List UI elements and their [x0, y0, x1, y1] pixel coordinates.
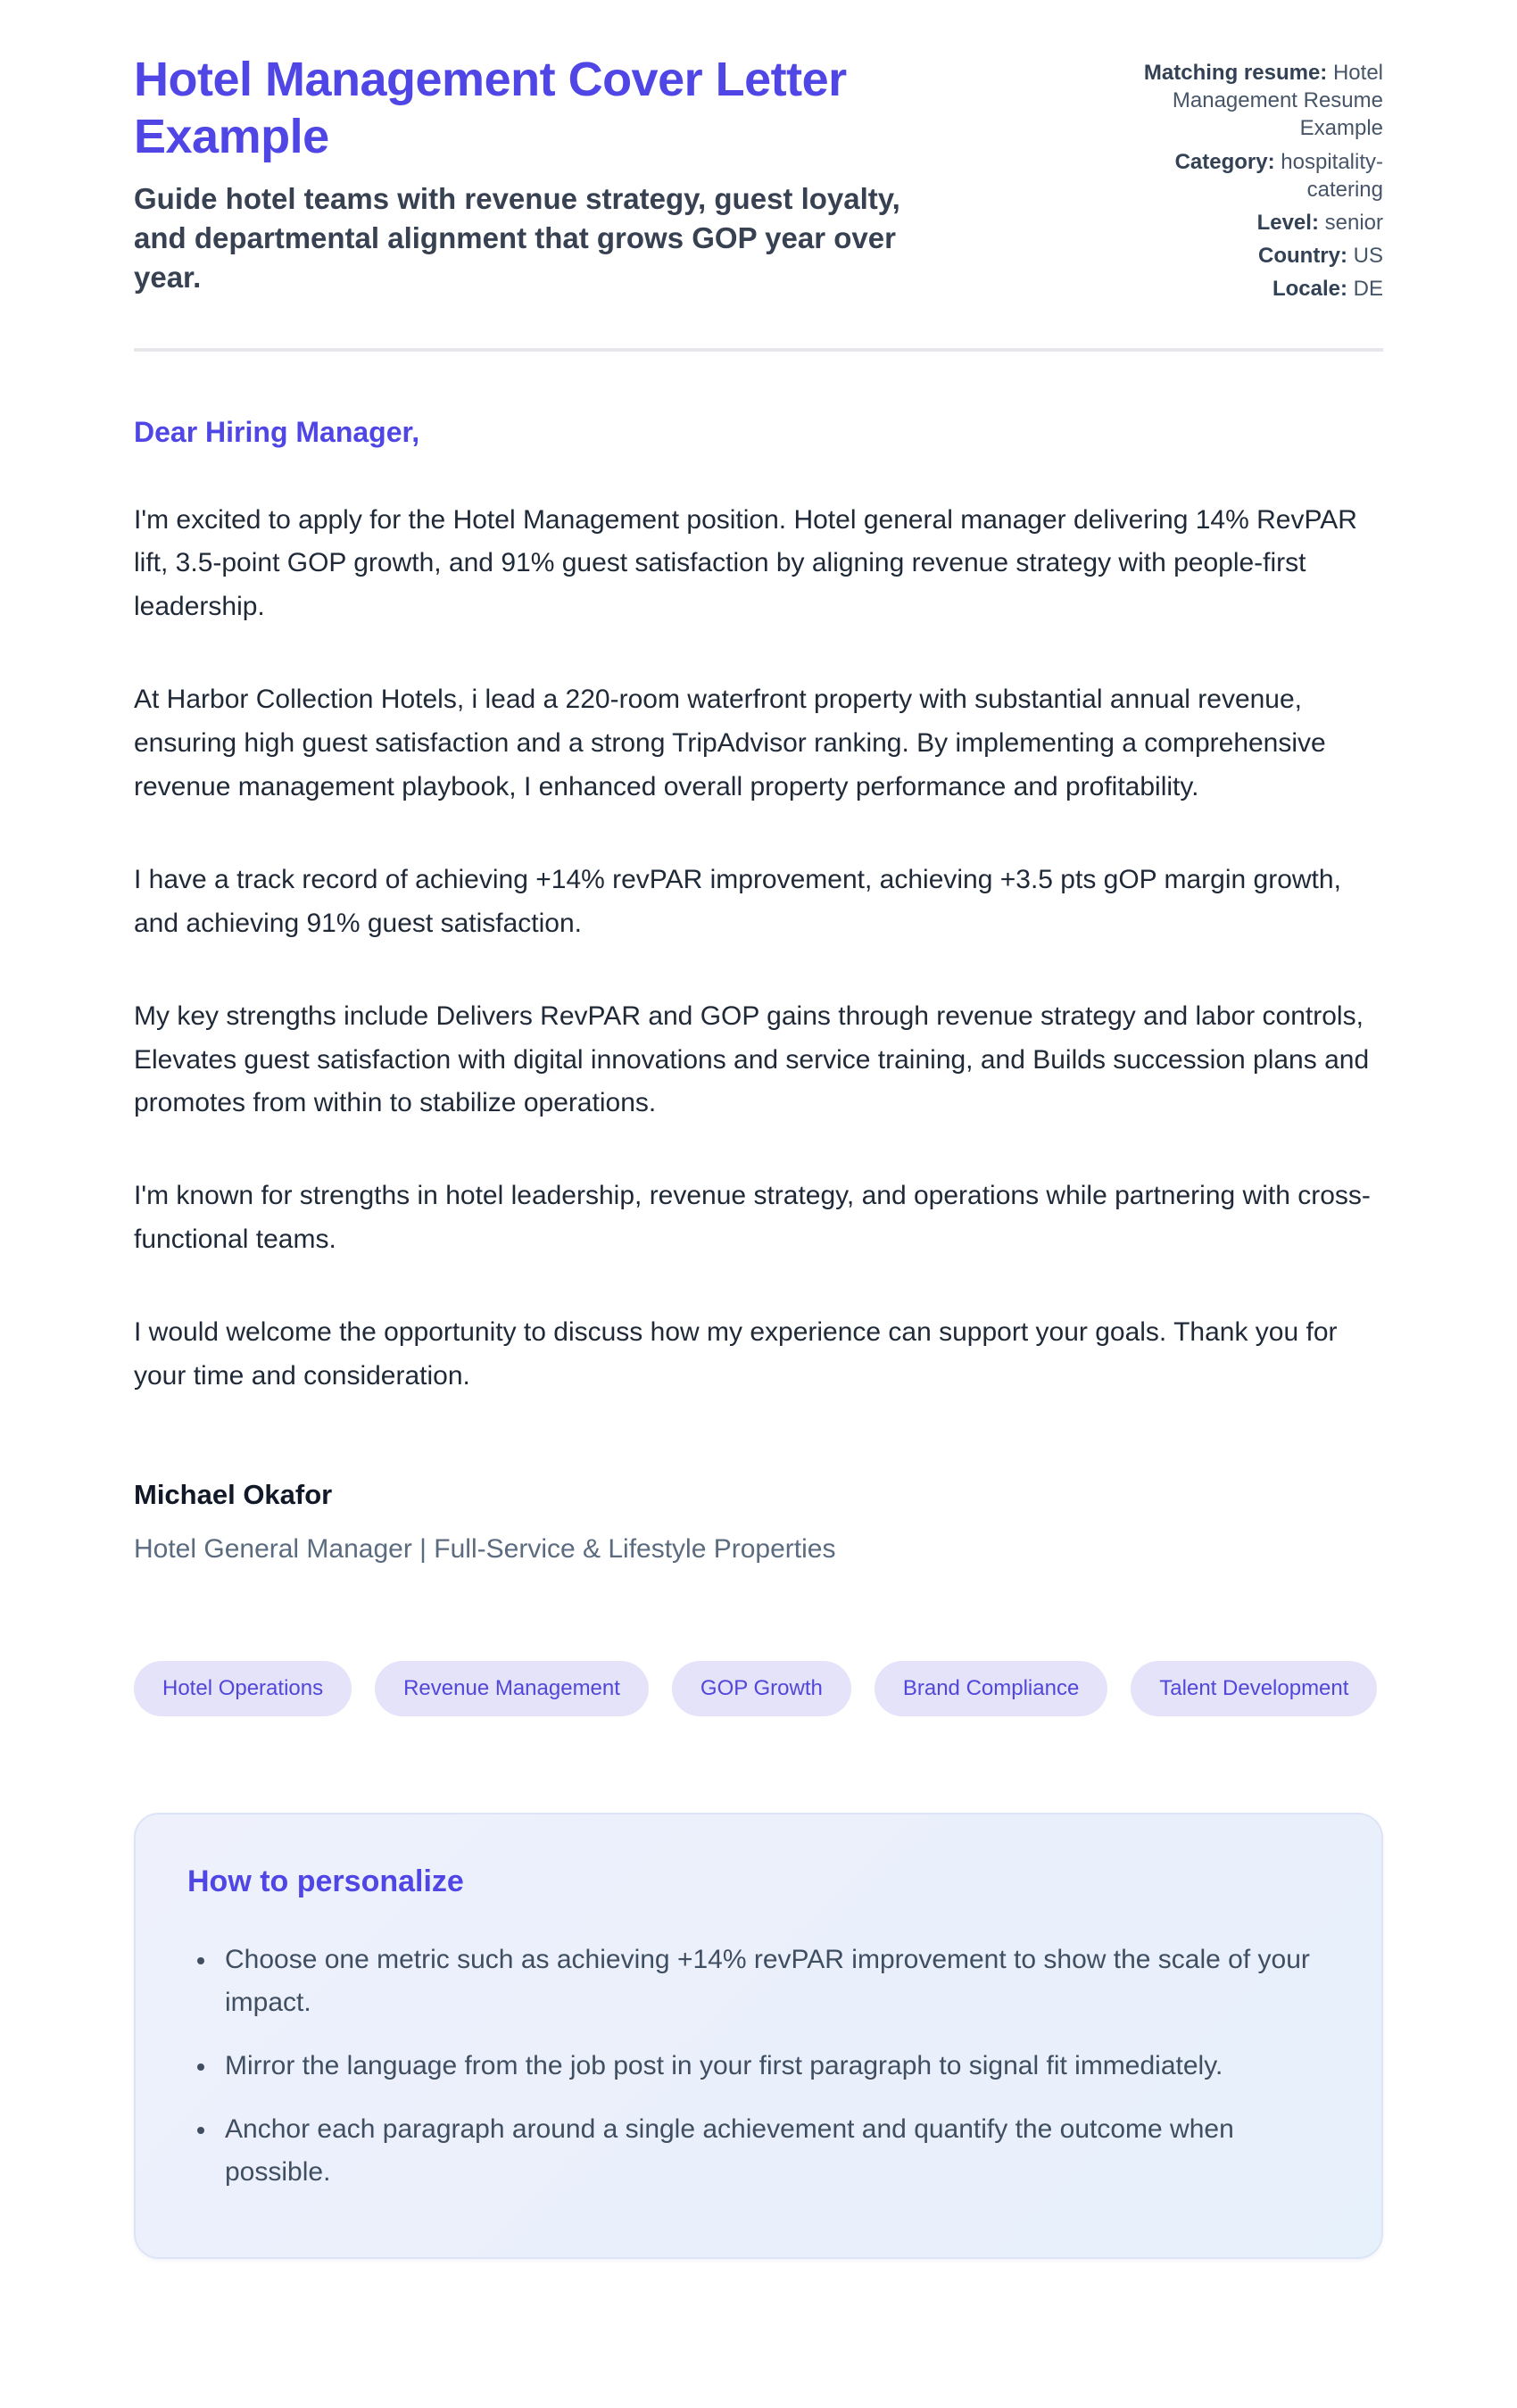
letter-paragraph: I have a track record of achieving +14% revPAR improvement, achieving +3.5 pts gOP margin growth, and achieving 91% guest satisfaction. [134, 864, 1341, 938]
page-subtitle: Guide hotel teams with revenue strategy, guest loyalty, and departmental alignment that grows GOP year over year. [134, 182, 900, 294]
signature-role: Hotel General Manager | Full-Service & Lifestyle Properties [134, 1533, 836, 1564]
meta-item-level [1111, 209, 1383, 237]
signature-name: Michael Okafor [134, 1478, 333, 1510]
personalize-tip-list [175, 1939, 1331, 2195]
letter-paragraph: I'm excited to apply for the Hotel Management position. Hotel general manager delivering 14% RevPAR lift, 3.5-point GOP growth, and 91% guest satisfaction by aligning revenue strategy with people-first leadership. [134, 504, 1357, 622]
page-header [134, 52, 1383, 309]
meta-label: Matching resume: [1143, 61, 1328, 85]
signature-block [134, 1479, 1383, 1565]
tag-list [134, 1661, 1383, 1716]
meta-value: US [1353, 244, 1383, 269]
meta-value: Hotel Management Resume Example [1172, 61, 1383, 141]
meta-label: Level: [1256, 210, 1319, 235]
letter-body [134, 416, 1383, 1565]
tag-gop-growth[interactable]: GOP Growth [672, 1661, 851, 1716]
meta-label: Category: [1174, 149, 1275, 174]
meta-item-locale [1111, 275, 1383, 303]
letter-paragraph: I'm known for strengths in hotel leadership, revenue strategy, and operations while partnering with cross-functional teams. [134, 1181, 1371, 1255]
tag-brand-compliance[interactable]: Brand Compliance [875, 1661, 1107, 1716]
meta-item-category [1111, 148, 1383, 203]
page-title: Hotel Management Cover Letter Example [134, 53, 847, 163]
personalize-tip: • Anchor each paragraph around a single achievement and quantify the outcome when possible. [218, 2108, 1315, 2195]
meta-label: Country: [1258, 244, 1347, 269]
meta-label: Locale: [1272, 277, 1347, 302]
meta-item-matching-resume [1111, 59, 1383, 143]
meta-value: hospitality-catering [1281, 149, 1383, 202]
meta-item-country [1111, 242, 1383, 270]
tag-revenue-management[interactable]: Revenue Management [375, 1661, 649, 1716]
header-title-block [134, 52, 955, 296]
cover-letter-page [134, 0, 1383, 2259]
personalize-tip: • Mirror the language from the job post in your first paragraph to signal fit immediately. [218, 2045, 1315, 2088]
letter-paragraph: I would welcome the opportunity to discuss how my experience can support your goals. Thank you for your time and consideration. [134, 1317, 1338, 1391]
resume-meta [1111, 52, 1383, 309]
header-divider [134, 348, 1383, 352]
meta-value: senior [1324, 210, 1383, 235]
personalize-title: How to personalize [187, 1864, 464, 1898]
letter-paragraph: At Harbor Collection Hotels, i lead a 220-room waterfront property with substantial annual revenue, ensuring high guest satisfaction and a strong TripAdvisor ranking. By implementing a comprehensive revenue management playbook, I enhanced overall property performance and profitability. [134, 685, 1326, 801]
tag-hotel-operations[interactable]: Hotel Operations [134, 1661, 352, 1716]
letter-paragraph: My key strengths include Delivers RevPAR and GOP gains through revenue strategy and labor controls, Elevates guest satisfaction with digital innovations and service training, and Builds succession plans and promotes from within to stabilize operations. [134, 1001, 1370, 1118]
personalize-tip: • Choose one metric such as achieving +14% revPAR improvement to show the scale of your impact. [218, 1939, 1315, 2025]
personalize-box [134, 1813, 1383, 2259]
meta-value: DE [1353, 277, 1383, 302]
tag-talent-development[interactable]: Talent Development [1131, 1661, 1377, 1716]
greeting: Dear Hiring Manager, [134, 415, 420, 448]
